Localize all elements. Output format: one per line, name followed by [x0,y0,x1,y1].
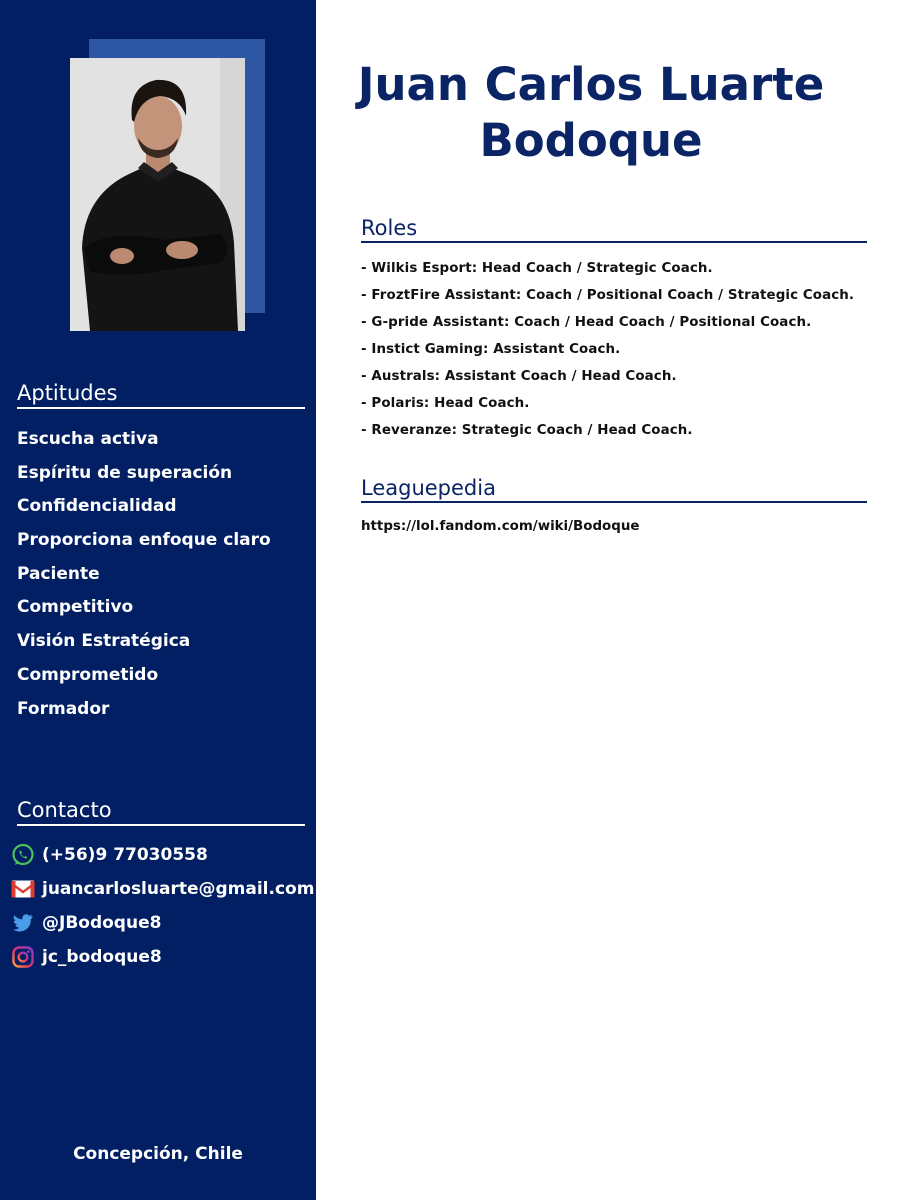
twitter-text: @JBodoque8 [42,913,162,933]
whatsapp-icon [10,842,36,868]
roles-list [361,257,854,446]
list-item: Espíritu de superación [17,462,233,483]
twitter-icon [10,910,36,936]
contact-email[interactable] [10,876,314,902]
list-item: Comprometido [17,664,159,685]
instagram-text: jc_bodoque8 [42,947,162,967]
name-line-2: Bodoque [479,114,703,167]
list-item: Escucha activa [17,429,159,449]
phone-text: (+56)9 77030558 [42,845,208,865]
gmail-icon [10,876,36,902]
list-item: Visión Estratégica [17,631,191,652]
list-item: Confidencialidad [17,496,177,517]
list-item: - Instict Gaming: Assistant Coach. [361,342,621,357]
list-item: Proporciona enfoque claro [17,530,271,551]
contact-instagram[interactable] [10,944,162,970]
contact-phone[interactable] [10,842,208,868]
email-text: juancarlosluarte@gmail.com [42,879,315,899]
instagram-icon [10,944,36,970]
list-item: - Wilkis Esport: Head Coach / Strategic Coach. [361,261,713,276]
list-item: Formador [17,698,110,719]
list-item: - FroztFire Assistant: Coach / Positional Coach / Strategic Coach. [361,288,855,303]
list-item: Paciente [17,563,100,584]
leaguepedia-heading: Leaguepedia [361,475,867,503]
list-item: Competitivo [17,597,134,618]
page-title [316,57,866,169]
contact-twitter[interactable] [10,910,161,936]
name-line-1: Juan Carlos Luarte [357,58,825,111]
leaguepedia-link[interactable]: https://lol.fandom.com/wiki/Bodoque [361,519,640,534]
list-item: - Reveranze: Strategic Coach / Head Coach. [361,423,693,438]
list-item: - G-pride Assistant: Coach / Head Coach / Positional Coach. [361,315,812,330]
aptitudes-heading: Aptitudes [17,380,305,409]
list-item: - Australs: Assistant Coach / Head Coach. [361,369,677,384]
roles-heading: Roles [361,215,867,243]
list-item: - Polaris: Head Coach. [361,396,530,411]
aptitudes-list [17,424,271,727]
contacto-heading: Contacto [17,797,305,826]
profile-photo [70,58,245,331]
location-text: Concepción, Chile [73,1144,243,1164]
sidebar [0,0,316,1200]
